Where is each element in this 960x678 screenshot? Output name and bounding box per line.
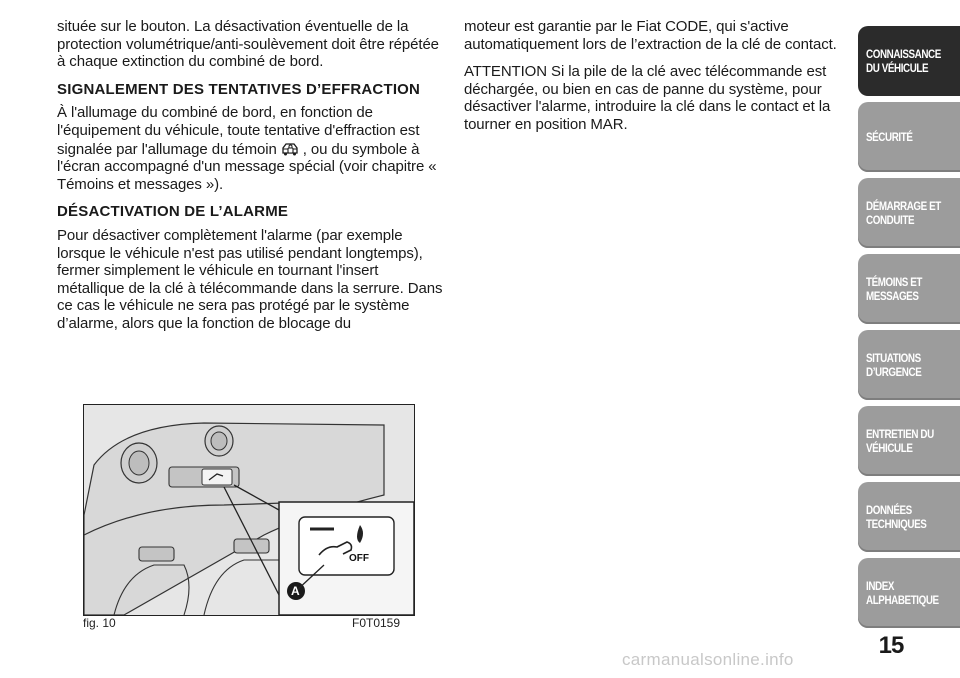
section-heading: SIGNALEMENT DES TENTATIVES D’EFFRACTION — [57, 80, 421, 98]
right-column — [464, 18, 844, 144]
tab-demarrage-et-conduite[interactable]: DÉMARRAGE ET CONDUITE — [858, 178, 960, 248]
callout-marker-label: A — [291, 584, 300, 598]
paragraph-text: , ou du symbole à l'écran accompagné d'un message spécial (voir chapitre « Témoins et messages »). — [57, 140, 437, 193]
paragraph-text: À l'allumage du combiné de bord, en fonction de l'équipement du véhicule, toute tentative d'effraction est signalée par l'allumage du témoin — [57, 104, 420, 158]
left-column — [57, 18, 443, 343]
figure-label: fig. 10 — [83, 616, 116, 630]
tab-temoins-et-messages[interactable]: TÉMOINS ET MESSAGES — [858, 254, 960, 324]
ceiling-console-illustration — [84, 405, 414, 615]
paragraph: ATTENTION Si la pile de la clé avec télécommande est déchargée, ou bien en cas de panne du système, pour désactiver l'alarme, introduire la clé dans le contact et la tourner en position MAR. — [464, 63, 831, 133]
tab-entretien-du-vehicule[interactable]: ENTRETIEN DU VÉHICULE — [858, 406, 960, 476]
paragraph: Pour désactiver complètement l'alarme (par exemple lorsque le véhicule n'est pas utilisé pendant longtemps), fermer simplement le véhicule en tournant l'insert métallique de la clé à télécommande dans la serrure. Dans ce cas le véhicule ne sera pas protégé par le système d’alarme, alors que la fonction de blocage du — [57, 226, 443, 332]
tab-securite[interactable]: SÉCURITÉ — [858, 102, 960, 172]
page-number: 15 — [878, 632, 904, 659]
figure-code: F0T0159 — [352, 616, 401, 630]
alarm-warning-icon — [280, 140, 300, 157]
off-button-label: OFF — [349, 553, 369, 564]
paragraph: moteur est garantie par le Fiat CODE, qui s'active automatiquement lors de l’extraction de la clé de contact. — [464, 18, 837, 53]
watermark: carmanualsonline.info — [622, 650, 794, 669]
tab-situations-d-urgence[interactable]: SITUATIONS D’URGENCE — [858, 330, 960, 400]
section-heading: DÉSACTIVATION DE L’ALARME — [57, 203, 289, 221]
tab-connaissance-du-vehicule[interactable]: CONNAISSANCE DU VÉHICULE — [858, 26, 960, 96]
figure-ceiling-console — [83, 404, 415, 616]
tab-donnees-techniques[interactable]: DONNÉES TECHNIQUES — [858, 482, 960, 552]
chapter-tabs — [858, 0, 960, 678]
paragraph — [57, 104, 443, 193]
paragraph: située sur le bouton. La désactivation éventuelle de la protection volumétrique/anti-soulèvement doit être répétée à chaque extinction du combiné de bord. — [57, 18, 439, 71]
tab-index-alphabetique[interactable]: INDEX ALPHABETIQUE — [858, 558, 960, 628]
